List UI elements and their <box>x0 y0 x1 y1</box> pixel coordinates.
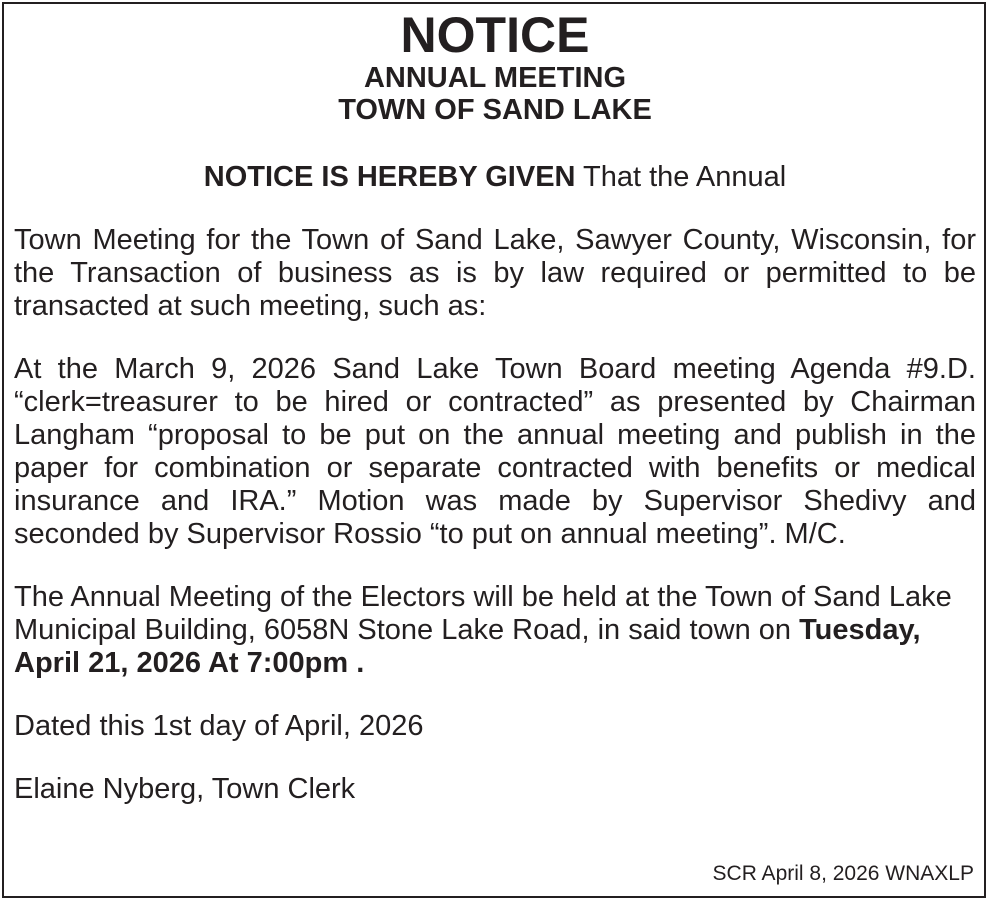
notice-lead <box>14 160 976 194</box>
notice-subtitle-meeting: ANNUAL MEETING <box>363 62 627 94</box>
dated-line: Dated this 1st day of April, 2026 <box>14 710 424 742</box>
notice-border <box>2 2 986 898</box>
meeting-location-text: The Annual Meeting of the Electors will be held at the Town of Sand Lake Municipal Building, 6058N Stone Lake Road, in said town on <box>14 581 952 646</box>
notice-lead-bold: NOTICE IS HEREBY GIVEN <box>203 161 576 193</box>
notice-subtitle-town: TOWN OF SAND LAKE <box>338 94 652 126</box>
notice-lead-rest: That the Annual <box>575 161 787 193</box>
signature-line: Elaine Nyberg, Town Clerk <box>14 773 356 805</box>
legal-notice <box>14 8 976 806</box>
notice-title: NOTICE <box>400 7 590 63</box>
publication-footer: SCR April 8, 2026 WNAXLP <box>712 862 974 885</box>
paragraph-town-meeting: Town Meeting for the Town of Sand Lake, Sawyer County, Wisconsin, for the Transaction of business as is by law required or permitted to be transacted at such meeting, such as: <box>14 224 976 322</box>
paragraph-board-motion: At the March 9, 2026 Sand Lake Town Board meeting Agenda #9.D. “clerk=treasurer to be hired or contracted” as presented by Chairman Langham “proposal to be put on the annual meeting and publish in the paper for combination or separate contracted with benefits or medical insurance and IRA.” Motion was made by Supervisor Shedivy and seconded by Supervisor Rossio “to put on annual meeting”. M/C. <box>14 353 976 550</box>
meeting-datetime: Tuesday, April 21, 2026 At 7:00pm . <box>14 614 921 679</box>
paragraph-meeting-location <box>14 581 976 680</box>
